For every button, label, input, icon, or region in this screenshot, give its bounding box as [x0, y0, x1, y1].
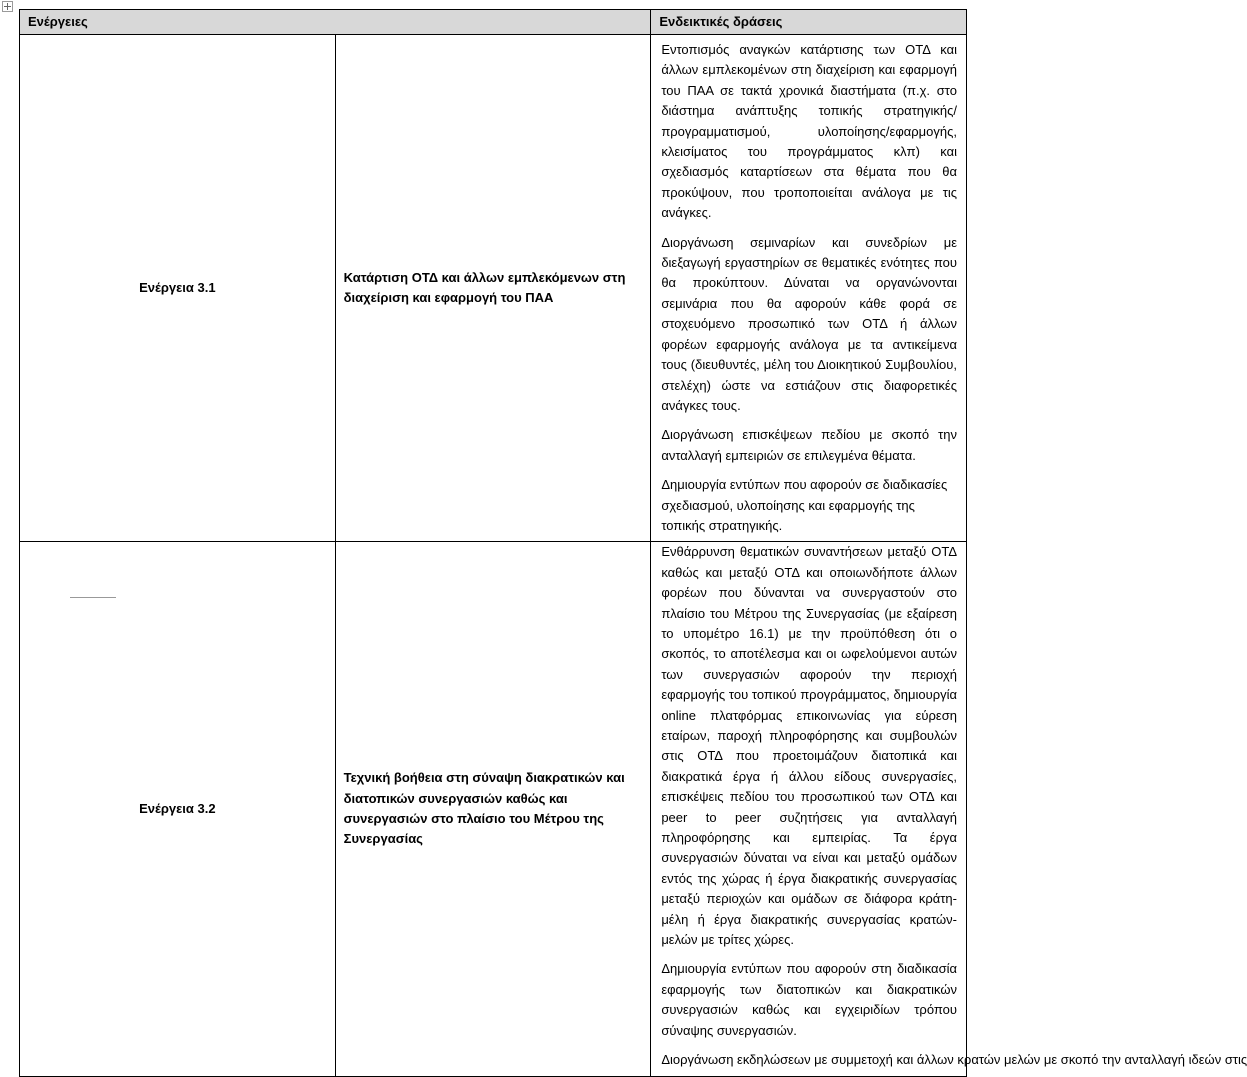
action-number: Ενέργεια 3.2 [20, 542, 336, 1076]
table-row [20, 35, 967, 542]
table-row [20, 542, 967, 1076]
header-indicative-actions: Ενδεικτικές δράσεις [651, 10, 967, 35]
paragraph: Εντοπισμός αναγκών κατάρτισης των ΟΤΔ και άλλων εμπλεκομένων στη διαχείριση και εφαρμογή του ΠΑΑ σε τακτά χρονικά διαστήματα (π.χ. στο διάστημα ανάπτυξης τοπικής στρατηγικής/προγραμματισμού, υλοποίησης/εφαρμογής, κλεισίματος του προγράμματος κλπ) και σχεδιασμός καταρτίσεων στα θέματα που θα προκύψουν, που τροποποιείται ανάλογα με τις ανάγκες. [661, 42, 957, 221]
paragraph: Ενθάρρυνση θεματικών συναντήσεων μεταξύ ΟΤΔ καθώς και μεταξύ ΟΤΔ και οποιωνδήποτε άλλων φορέων που δύνανται να συνεργαστούν στο πλαίσιο του Μέτρου της Συνεργασίας (με εξαίρεση το υπομέτρο 16.1) με την προϋπόθεση ότι ο σκοπός, το αποτέλεσμα και οι ωφελούμενοι αυτών των συνεργασιών αφορούν την περιοχή εφαρμογής του τοπικού προγράμματος, δημιουργία online πλατφόρμας επικοινωνίας για εύρεση εταίρων, παροχή πληροφόρησης και συμβουλών στις ΟΤΔ που προετοιμάζουν διατοπικά και διακρατικά έργα ή άλλου είδους συνεργασίες, επισκέψεις πεδίου του προσωπικού των ΟΤΔ και peer to peer συζητήσεις για ανταλλαγή πληροφόρησης και εμπειρίας. Τα έργα συνεργασιών δύναται να είναι και μεταξύ ομάδων εντός της χώρας ή έργα διακρατικής συνεργασίας μεταξύ περιοχών και ομάδων σε διάφορα κράτη-μέλη ή έργα διακρατικής συνεργασίας κρατών-μελών με τρίτες χώρες. [661, 544, 957, 948]
paragraph: Διοργάνωση σεμιναρίων και συνεδρίων με διεξαγωγή εργαστηρίων σε θεματικές ενότητες που θα προκύπτουν. Δύναται να οργανώνονται σεμινάρια που θα αφορούν κάθε φορά σε στοχευόμενο προσωπικό των ΟΤΔ ή άλλων φορέων εφαρμογής ανάλογα με τα αντικείμενα τους (διευθυντές, μέλη του Διοικητικού Συμβουλίου, στελέχη) ώστε να εστιάζουν στις διαφορετικές ανάγκες τους. [661, 234, 957, 413]
paragraph: Δημιουργία εντύπων που αφορούν σε διαδικασίες σχεδιασμού, υλοποίησης και εφαρμογής της τοπικής στρατηγικής. [661, 477, 948, 533]
action-title: Τεχνική βοήθεια στη σύναψη διακρατικών και διατοπικών συνεργασιών καθώς και συνεργασιών στο πλαίσιο του Μέτρου της Συνεργασίας [335, 542, 651, 1076]
action-description [651, 35, 967, 542]
paragraph: Διοργάνωση εκδηλώσεων με συμμετοχή και άλλων κρατών μελών με σκοπό την ανταλλαγή ιδεών στις [661, 1052, 1247, 1068]
paragraph: Διοργάνωση επισκέψεων πεδίου με σκοπό την ανταλλαγή εμπειριών σε επιλεγμένα θέματα. [661, 427, 957, 463]
header-actions: Ενέργειες [20, 10, 651, 35]
actions-table [19, 9, 1247, 1077]
paragraph: Δημιουργία εντύπων που αφορούν στη διαδικασία εφαρμογής των διατοπικών και διακρατικών συνεργασιών καθώς και εγχειριδίων τρόπου σύναψης συνεργασιών. [661, 961, 957, 1038]
table-move-handle-icon[interactable] [2, 1, 13, 12]
action-number: Ενέργεια 3.1 [20, 35, 336, 542]
action-description [651, 542, 1247, 1076]
page-edge-mark [70, 597, 116, 598]
table-header-row [20, 10, 967, 35]
action-title: Κατάρτιση ΟΤΔ και άλλων εμπλεκόμενων στη διαχείριση και εφαρμογή του ΠΑΑ [335, 35, 651, 542]
